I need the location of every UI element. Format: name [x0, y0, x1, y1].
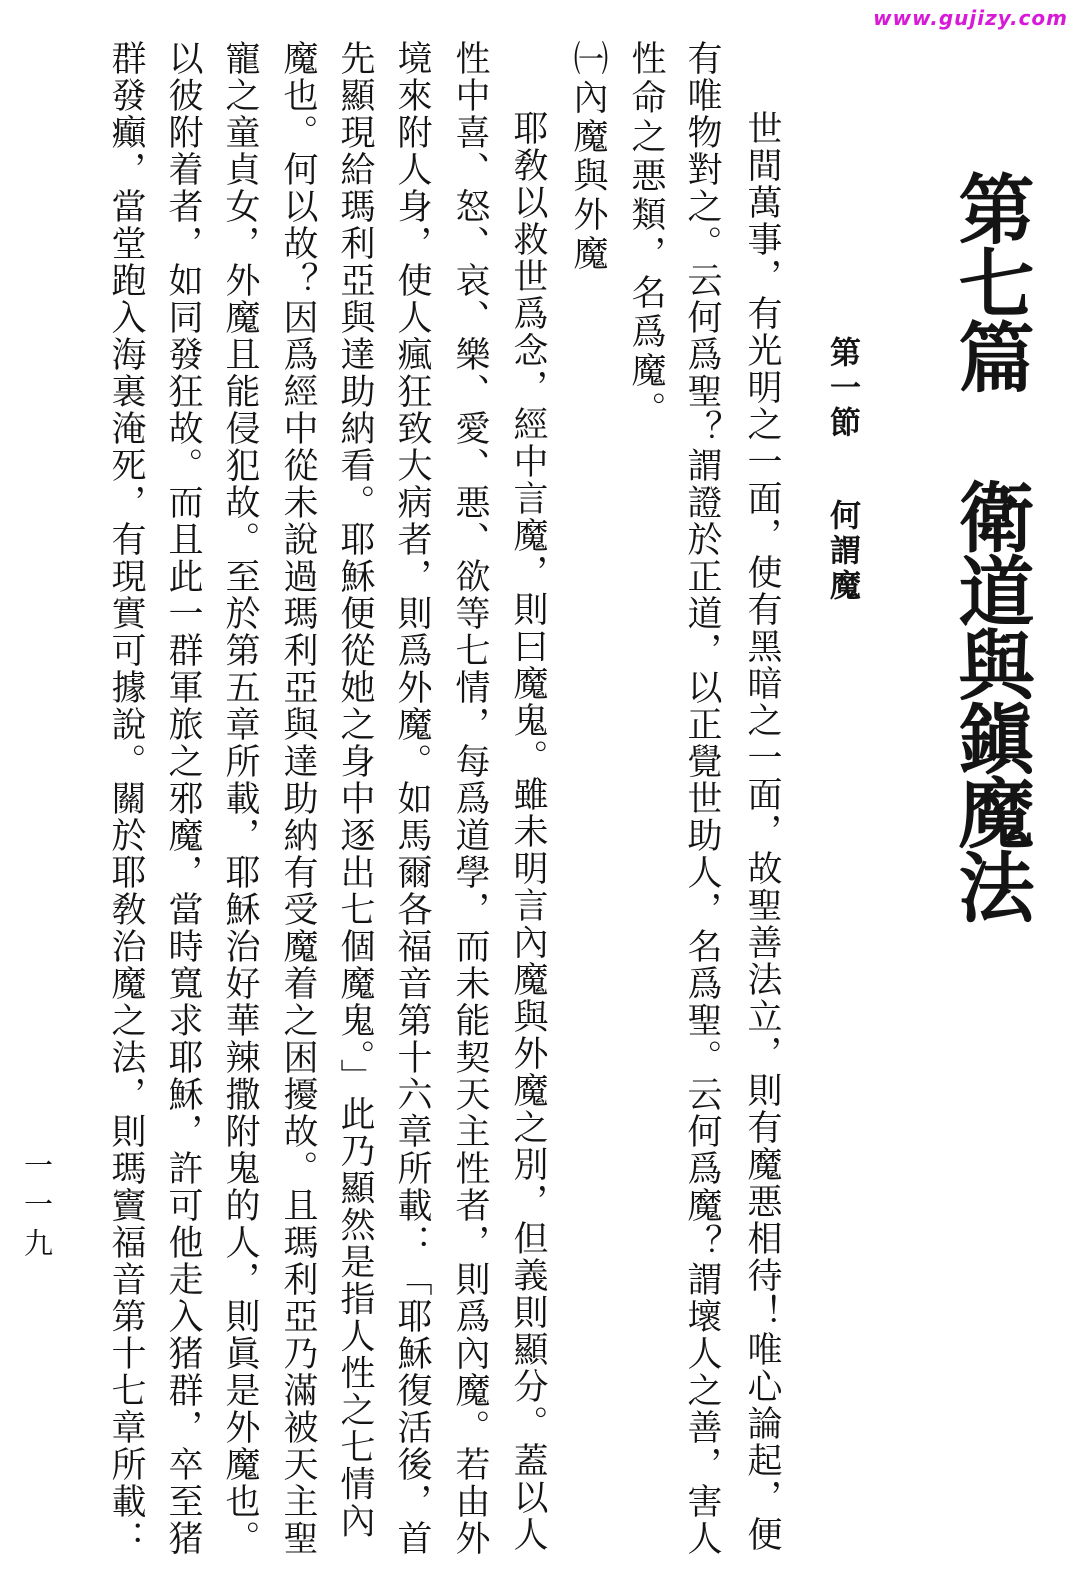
site-watermark: www.gujizy.com [873, 6, 1068, 30]
chapter-title-number: 第七篇 [946, 170, 1035, 392]
text-column: 群發癲，當堂跑入海裏淹死，有現實可據說。關於耶敎治魔之法，則瑪竇福音第十七章所載： [106, 40, 146, 1557]
text-column: 先顯現給瑪利亞與達助納看。耶穌便從她之身中逐出七個魔鬼。」此乃顯然是指人性之七情內 [335, 40, 375, 1540]
text-column: 魔也。何以故？因爲經中從未說過瑪利亞與達助納有受魔着之困擾故。且瑪利亞乃滿被天主聖 [278, 40, 318, 1557]
text-column: 性命之悪類，名爲魔。 [626, 40, 666, 430]
section-heading [824, 336, 860, 604]
section-name: 何謂魔 [824, 499, 860, 604]
chapter-title-name: 衛道與鎭魔法 [946, 478, 1035, 922]
text-column: 境來附人身，使人瘋狂致大病者，則爲外魔。如馬爾各福音第十六章所載：「耶穌復活後，首 [392, 40, 432, 1557]
text-column: 有唯物對之。云何爲聖？謂證於正道，以正覺世助人，名爲聖。云何爲魔？謂壞人之善，害人 [682, 40, 722, 1557]
chapter-title [946, 170, 1035, 922]
subsection-heading: ㈠內魔與外魔 [568, 40, 608, 274]
page-number: 一一九 [20, 1150, 54, 1267]
text-column: 世間萬事，有光明之一面，使有黑暗之一面，故聖善法立，則有魔悪相待！唯心論起，便 [742, 110, 782, 1553]
text-column: 耶敎以救世爲念，經中言魔，則曰魔鬼。雖未明言內魔與外魔之別，但義則顯分。蓋以人 [508, 110, 548, 1553]
section-number: 第一節 [824, 336, 860, 441]
text-column: 寵之童貞女，外魔且能侵犯故。至於第五章所載，耶穌治好華辣撒附鬼的人，則眞是外魔也。 [220, 40, 260, 1557]
text-column: 以彼附着者，如同發狂故。而且此一群軍旅之邪魔，當時寬求耶穌，許可他走入猪群，卒至猪 [163, 40, 203, 1557]
text-column: 性中喜、怒、哀、樂、愛、悪、欲等七情，每爲道學，而未能契天主性者，則爲內魔。若由外 [450, 40, 490, 1557]
